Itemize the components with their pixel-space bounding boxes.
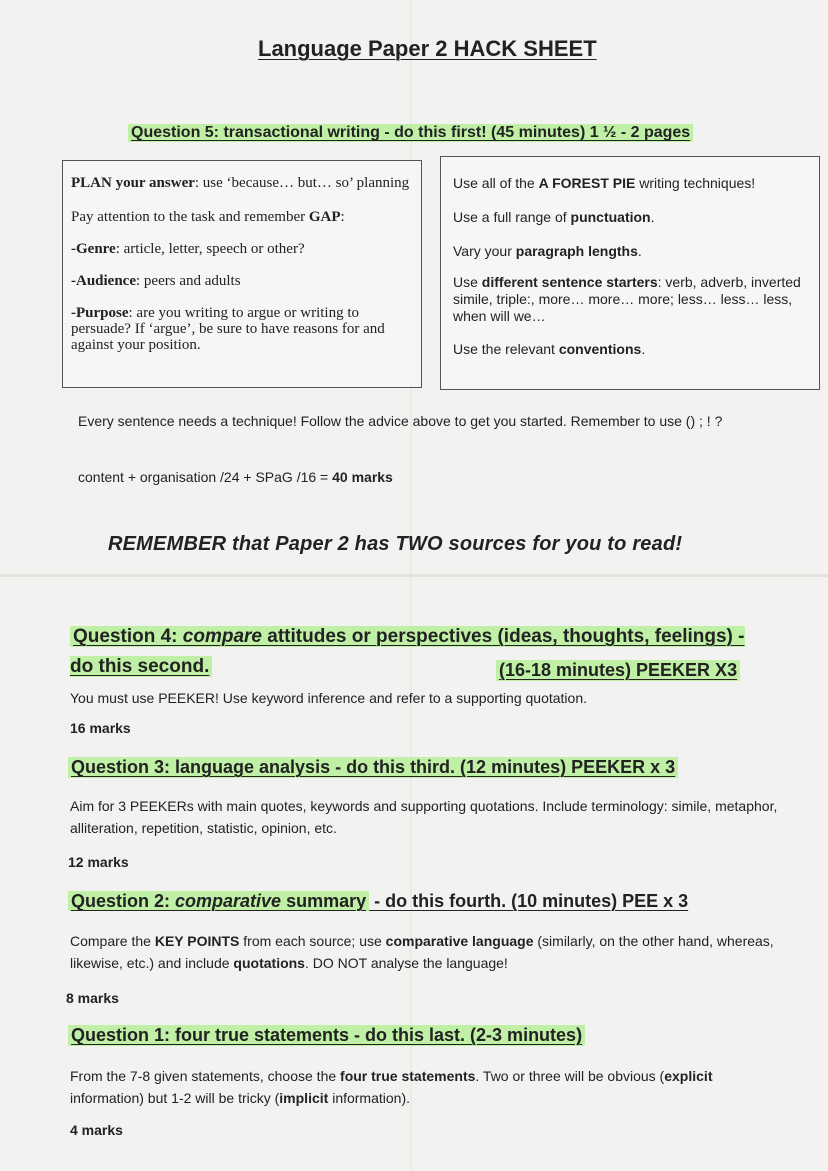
punctuation-line: Use a full range of punctuation.: [453, 209, 655, 225]
paper-crease: [0, 574, 828, 577]
purpose-line: -Purpose: are you writing to argue or writing to persuade? If ‘argue’, be sure to have reasons for and against your position.: [71, 305, 385, 353]
question-3-marks: 12 marks: [68, 854, 129, 870]
question-4-marks: 16 marks: [70, 720, 131, 736]
page-title: Language Paper 2 HACK SHEET: [258, 36, 597, 61]
conventions-line: Use the relevant conventions.: [453, 341, 646, 357]
question-3-body: Aim for 3 PEEKERs with main quotes, keywords and supporting quotations. Include terminology: simile, metaphor, alliteration, repetition, statistic, opinion, etc.: [70, 798, 778, 836]
gap-line: Pay attention to the task and remember GAP:: [71, 209, 345, 225]
question-1-body: From the 7-8 given statements, choose the four true statements. Two or three will be obvious (explicit information) but 1-2 will be tricky (implicit information).: [70, 1068, 713, 1106]
audience-line: -Audience: peers and adults: [71, 273, 241, 289]
writing-techniques-box: [440, 156, 820, 390]
question-4-heading: Question 4: compare attitudes or perspectives (ideas, thoughts, feelings) - do this second.: [70, 626, 745, 677]
question-4-time: (16-18 minutes) PEEKER X3: [496, 660, 740, 681]
paragraph-line: Vary your paragraph lengths.: [453, 243, 642, 259]
question-2-marks: 8 marks: [66, 990, 119, 1006]
genre-line: -Genre: article, letter, speech or other?: [71, 241, 305, 257]
question-5-heading: Question 5: transactional writing - do this first! (45 minutes) 1 ½ - 2 pages: [128, 124, 693, 142]
question-4-body: You must use PEEKER! Use keyword inference and refer to a supporting quotation.: [70, 690, 588, 706]
question-2-heading: Question 2: comparative summary - do this fourth. (10 minutes) PEE x 3: [68, 891, 688, 912]
question-3-heading: Question 3: language analysis - do this third. (12 minutes) PEEKER x 3: [68, 757, 678, 778]
question-1-marks: 4 marks: [70, 1122, 123, 1138]
question-2-body: Compare the KEY POINTS from each source; use comparative language (similarly, on the other hand, whereas, likewise, etc.) and include quotations. DO NOT analyse the language!: [70, 933, 774, 971]
plan-line: PLAN your answer: use ‘because… but… so’ planning: [71, 175, 410, 191]
gap-planning-box: [62, 160, 422, 388]
question-5-advice: Every sentence needs a technique! Follow the advice above to get you started. Remember to use () ; ! ?: [78, 413, 723, 429]
forest-pie-line: Use all of the A FOREST PIE writing techniques!: [453, 175, 756, 191]
question-5-marks: content + organisation /24 + SPaG /16 = 40 marks: [78, 469, 393, 485]
remember-two-sources: REMEMBER that Paper 2 has TWO sources for you to read!: [108, 533, 683, 555]
sentence-starters-line: Use different sentence starters: verb, adverb, inverted simile, triple:, more… more… more; less… less… less, when will we…: [453, 274, 801, 324]
question-1-heading: Question 1: four true statements - do this last. (2-3 minutes): [68, 1025, 585, 1046]
